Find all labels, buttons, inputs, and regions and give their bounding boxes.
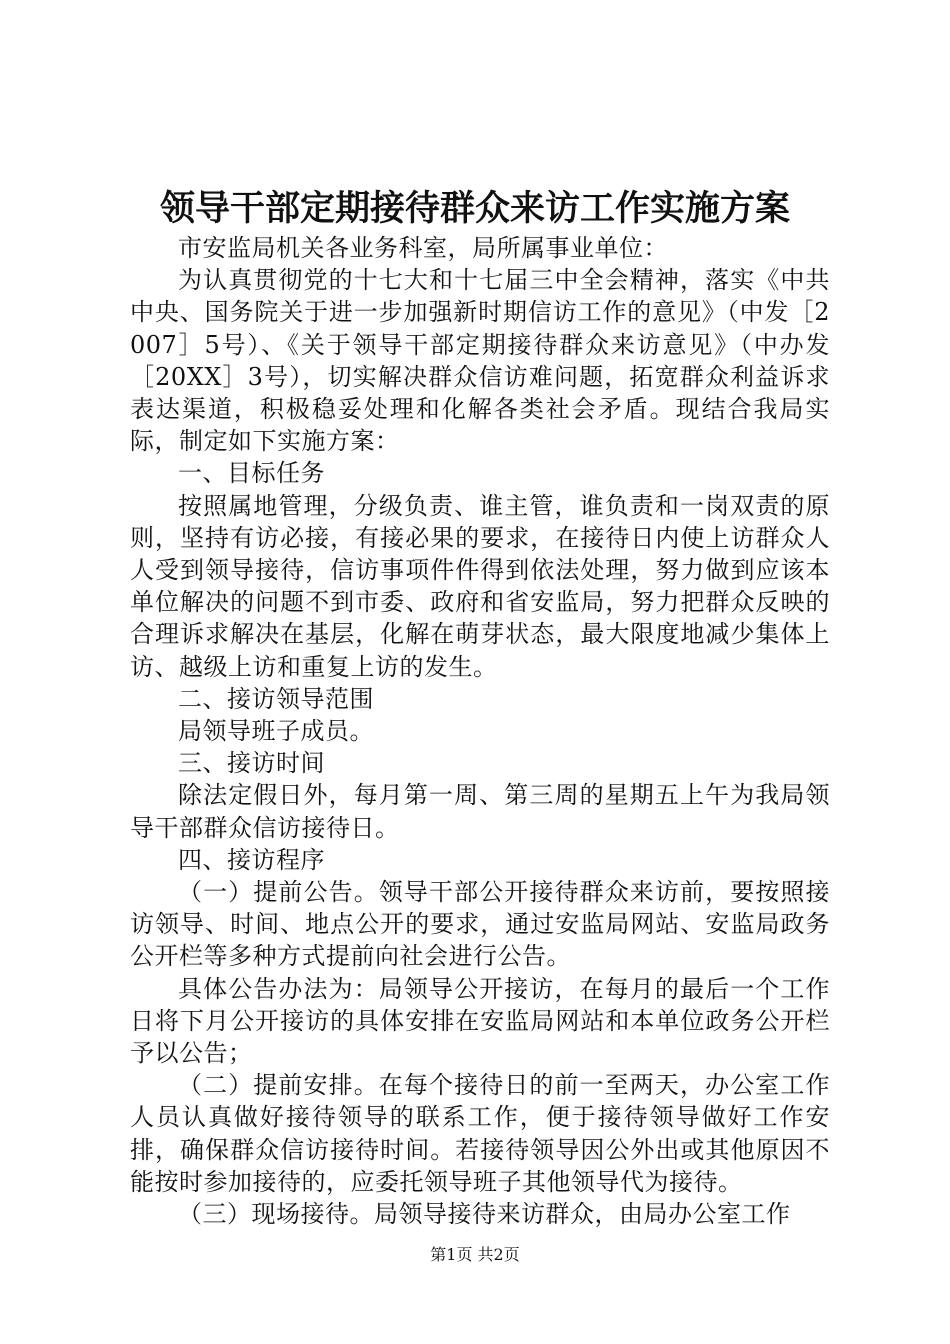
section-heading-procedure: 四、接访程序 <box>178 845 325 874</box>
document-title: 领导干部定期接待群众来访工作实施方案 <box>159 188 790 229</box>
section-heading-time: 三、接访时间 <box>178 749 325 778</box>
page-number-footer: 第1页 共2页 <box>430 1245 520 1264</box>
salutation-paragraph: 市安监局机关各业务科室，局所属事业单位： <box>178 234 668 262</box>
goals-paragraph: 按照属地管理，分级负责、谁主管，谁负责和一岗双责的原则，坚持有访必接，有接必果的要求，在接待日内使上访群众人人受到领导接待，信访事项件件得到依法处理，努力做到应该本单位解决的问题不到市委、政府和省安监局，努力把群众反映的合理诉求解决在基层，化解在萌芽状态，最大限度地减少集体上访、越级上访和重复上访的发生。 <box>130 491 830 681</box>
section-heading-leaders: 二、接访领导范围 <box>178 684 374 713</box>
intro-paragraph: 为认真贯彻党的十七大和十七届三中全会精神，落实《中共中央、国务院关于进一步加强新时期信访工作的意见》（中发［2007］5号）、《关于领导干部定期接待群众来访意见》（中办发［20XX］3号），切实解决群众信访难问题，拓宽群众利益诉求表达渠道，积极稳妥处理和化解各类社会矛盾。现结合我局实际，制定如下实施方案： <box>130 266 830 456</box>
procedure-step-1-paragraph: （一）提前公告。领导干部公开接待群众来访前，要按照接访领导、时间、地点公开的要求，通过安监局网站、安监局政务公开栏等多种方式提前向社会进行公告。 <box>130 878 830 971</box>
document-body <box>130 232 830 1230</box>
time-paragraph: 除法定假日外，每月第一周、第三周的星期五上午为我局领导干部群众信访接待日。 <box>130 781 830 842</box>
procedure-step-2-paragraph: （二）提前安排。在每个接待日的前一至两天，办公室工作人员认真做好接待领导的联系工作，便于接待领导做好工作安排，确保群众信访接待时间。若接待领导因公外出或其他原因不能按时参加接待的，应委托领导班子其他领导代为接待。 <box>130 1071 830 1196</box>
procedure-step-3-paragraph: （三）现场接待。局领导接待来访群众，由局办公室工作 <box>178 1200 791 1229</box>
announcement-method-paragraph: 具体公告办法为：局领导公开接访，在每月的最后一个工作日将下月公开接访的具体安排在安监局网站和本单位政务公开栏予以公告； <box>130 974 830 1068</box>
section-heading-goals: 一、目标任务 <box>178 459 325 488</box>
leaders-paragraph: 局领导班子成员。 <box>178 717 374 746</box>
